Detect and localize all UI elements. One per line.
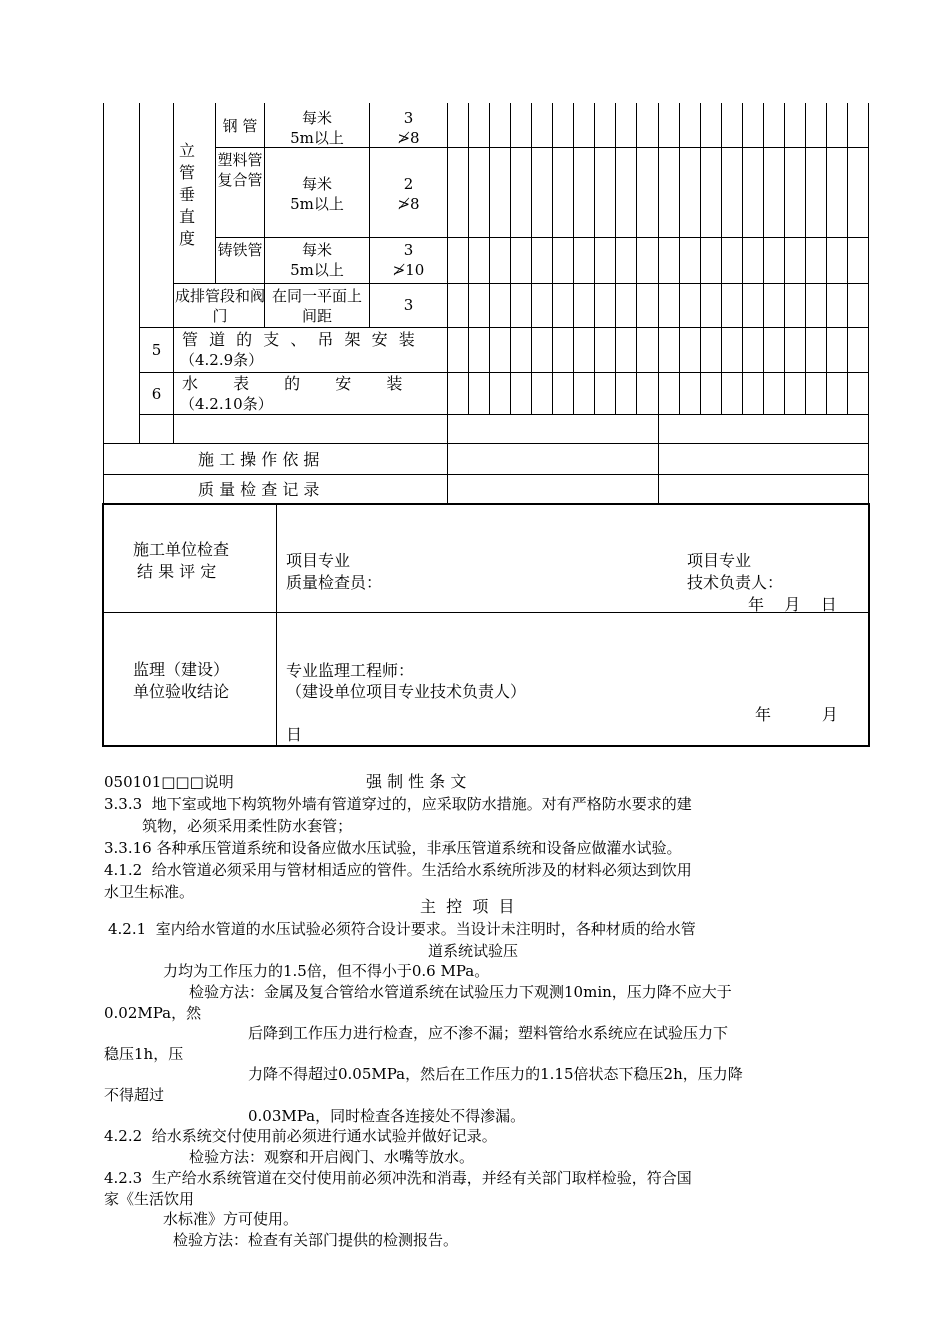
supervision-label-1: 监理（建设） [133,660,230,679]
grid-column-line [510,103,511,414]
parallel-value: 3 [403,296,414,314]
main-line: 后降到工作压力进行检查，应不渗不漏；塑料管给水系统应在试验压力下 [248,1024,729,1042]
pipe-plastic-composite: 塑料管复合管 [217,151,263,189]
supervision-day: 日 [286,725,303,744]
parallel-spec: 在同一平面上间距 [271,287,362,325]
grid-column-line [489,103,490,414]
supervision-engineer: 专业监理工程师： [286,661,415,680]
grid-column-line [468,103,469,414]
pipe-steel: 钢 管 [222,117,258,135]
grid-column-line [573,103,574,414]
tech-lead-line1: 项目专业 [687,551,752,570]
note-line: 3.3.3 地下室或地下构筑物外墙有管道穿过的，应采取防水措施。对有严格防水要求的建 [104,795,692,813]
grid-column-line [784,103,785,414]
main-line: 4.2.3 生产给水系统管道在交付使用前必须冲洗和消毒，并经有关部门取样检验，符合国 [104,1169,692,1187]
grid-column-line [636,103,637,414]
value-steel: 3 ≯8 [397,109,420,147]
main-line: 检验方法：观察和开启阀门、水嘴等放水。 [189,1148,475,1166]
grid-column-line [721,103,722,414]
note-line: 筑物，必须采用柔性防水套管； [104,817,353,835]
supervision-label-2: 单位验收结论 [133,682,230,701]
spec-plastic: 每米 5m以上 [290,175,344,213]
main-line: 家《生活饮用 [104,1190,195,1208]
grid-column-line [847,103,848,414]
main-line: 检验方法：金属及复合管给水管道系统在试验压力下观测10min，压力降不应大于 [189,983,732,1001]
item5-text: 管 道 的 支 、 吊 架 安 装 [182,330,418,349]
note-line: 水卫生标准。 [104,883,195,901]
tech-lead-line2: 技术负责人： [687,573,784,592]
grid-column-line [700,103,701,414]
main-line: 0.03MPa，同时检查各连接处不得渗漏。 [248,1107,526,1125]
code-prefix: 050101□□□说明 [104,773,234,791]
grid-column-line [805,103,806,414]
eval-date: 年 月 日 [748,595,837,614]
main-line: 0.02MPa，然 [104,1004,202,1022]
supervision-owner: （建设单位项目专业技术负责人） [286,682,527,701]
grid-column-line [615,103,616,414]
spec-cast-iron: 每米 5m以上 [290,241,344,279]
spec-steel: 每米 5m以上 [290,109,344,147]
supervision-year-month: 年 月 [755,705,838,724]
quality-record-label: 质 量 检 查 记 录 [198,480,320,499]
grid-column-line [742,103,743,414]
main-line: 检验方法：检查有关部门提供的检测报告。 [173,1231,459,1249]
grid-column-line [763,103,764,414]
grid-column-line [826,103,827,414]
item6-no: 6 [151,385,162,403]
vertical-degree-label: 立管垂直度 [178,141,195,248]
grid-column-line [679,103,680,414]
main-line: 道系统试验压 [428,942,519,960]
item6-text: 水 表 的 安 装 [182,374,403,393]
main-line: 不得超过 [104,1086,165,1104]
construction-eval-label-2: 结 果 评 定 [137,562,217,581]
item5-clause: （4.2.9条） [180,351,264,369]
note-line: 4.1.2 给水管道必须采用与管材相适应的管件。生活给水系统所涉及的材料必须达到饮用 [104,861,692,879]
main-line: 稳压1h，压 [104,1045,184,1063]
pipe-cast-iron: 铸铁管 [217,241,263,259]
grid-column-line [552,103,553,414]
main-line: 力降不得超过0.05MPa，然后在工作压力的1.15倍状态下稳压2h，压力降 [248,1065,743,1083]
main-line: 水标准》方可使用。 [163,1210,299,1228]
main-control-title: 主 控 项 目 [420,897,515,916]
item5-no: 5 [151,341,162,359]
item6-clause: （4.2.10条） [180,395,273,413]
parallel-item: 成排管段和阀门 [175,287,266,325]
construction-eval-label-1: 施工单位检查 [133,540,230,559]
grid-column-line [531,103,532,414]
main-line: 力均为工作压力的1.5倍，但不得小于0.6 MPa。 [163,962,490,980]
note-line: 3.3.16 各种承压管道系统和设备应做水压试验，非承压管道系统和设备应做灌水试验。 [104,839,682,857]
mandatory-title: 强 制 性 条 文 [366,772,467,791]
grid-column-line [594,103,595,414]
quality-inspector-line2: 质量检查员： [286,573,383,592]
main-line: 4.2.2 给水系统交付使用前必须进行通水试验并做好记录。 [104,1127,497,1145]
value-cast-iron: 3 ≯10 [392,241,425,279]
construction-basis-label: 施 工 操 作 依 据 [198,450,320,469]
value-plastic: 2 ≯8 [397,175,420,213]
quality-inspector-line1: 项目专业 [286,551,351,570]
main-line: 4.2.1 室内给水管道的水压试验必须符合设计要求。当设计未注明时，各种材质的给水管 [108,920,696,938]
